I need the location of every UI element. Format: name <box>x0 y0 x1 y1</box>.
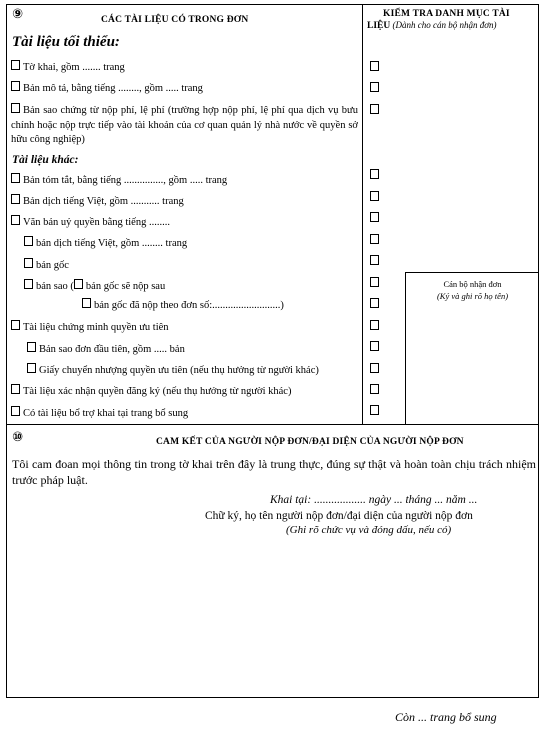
supplement-pages-note: Còn ... trang bổ sung <box>395 710 497 724</box>
check-box[interactable] <box>370 169 379 179</box>
other-item-supplementary <box>11 406 188 421</box>
checkbox[interactable] <box>74 279 83 289</box>
checkbox[interactable] <box>11 320 20 330</box>
checkbox[interactable] <box>11 173 20 183</box>
checkbox[interactable] <box>11 384 20 394</box>
item-label: bản gốc đã nộp theo đơn số:..........................) <box>94 300 284 311</box>
check-box[interactable] <box>370 104 379 114</box>
officer-note: (Ký và ghi rõ họ tên) <box>436 291 509 301</box>
minimum-documents-heading: Tài liệu tối thiểu: <box>12 34 120 50</box>
signature-label: Chữ ký, họ tên người nộp đơn/đại diện của người nộp đơn <box>205 510 473 522</box>
section-divider <box>6 424 539 425</box>
checkbox[interactable] <box>24 279 33 289</box>
check-box[interactable] <box>370 341 379 351</box>
commitment-statement: Tôi cam đoan mọi thông tin trong tờ khai trên đây là trung thực, đúng sự thật và hoàn toàn chịu trách nhiệm trước pháp luật. <box>12 457 536 487</box>
min-item-fee-receipt <box>11 103 358 148</box>
item-label: bản sao ( <box>36 281 74 292</box>
other-item-abstract <box>11 173 227 188</box>
officer-box <box>405 272 539 424</box>
section-10-number: ⑩ <box>12 430 24 445</box>
item-label: bản gốc <box>36 260 69 271</box>
date-label: Khai tại: <box>270 494 312 506</box>
checkbox[interactable] <box>11 406 20 416</box>
checkbox[interactable] <box>11 81 20 91</box>
section-10-title: CAM KẾT CỦA NGƯỜI NỘP ĐƠN/ĐẠI DIỆN CỦA NGƯỜI NỘP ĐƠN <box>156 437 464 447</box>
check-box[interactable] <box>370 255 379 265</box>
checkbox[interactable] <box>11 60 20 70</box>
other-item-poa-copy <box>24 279 165 294</box>
other-item-poa-translation <box>24 236 187 251</box>
date-value: .................. ngày ... tháng ... năm ... <box>314 494 478 506</box>
check-column-subtitle <box>367 20 497 31</box>
checkbox[interactable] <box>11 103 20 113</box>
check-box[interactable] <box>370 234 379 244</box>
section-9-title: CÁC TÀI LIỆU CÓ TRONG ĐƠN <box>101 15 249 25</box>
item-label: Tài liệu chứng minh quyền ưu tiên <box>23 322 169 333</box>
other-item-priority-transfer <box>27 363 319 378</box>
signature-note: (Ghi rõ chức vụ và đóng dấu, nếu có) <box>286 524 452 536</box>
check-box[interactable] <box>370 191 379 201</box>
other-item-priority-proof <box>11 320 169 335</box>
check-column-title-cont: LIỆU <box>367 21 391 31</box>
declaration-place-date <box>270 494 477 506</box>
item-label: Bản mô tả, bằng tiếng ........, gồm ..... trang <box>23 83 203 94</box>
checkbox[interactable] <box>11 215 20 225</box>
other-item-translation <box>11 194 184 209</box>
officer-title: Cán bộ nhận đơn <box>443 279 502 289</box>
min-item-description <box>11 81 203 96</box>
section-9-number: ⑨ <box>12 7 24 22</box>
min-item-declaration <box>11 60 125 75</box>
check-box[interactable] <box>370 405 379 415</box>
item-label: bản dịch tiếng Việt, gồm ........ trang <box>36 238 188 249</box>
checkbox[interactable] <box>27 363 36 373</box>
check-column-note: (Dành cho cán bộ nhận đơn) <box>392 20 497 30</box>
other-documents-heading: Tài liệu khác: <box>12 154 79 166</box>
check-column-title: KIỂM TRA DANH MỤC TÀI <box>383 9 510 19</box>
item-label: Tài liệu xác nhận quyền đăng ký (nếu thụ hưởng từ người khác) <box>23 386 292 397</box>
check-box[interactable] <box>370 277 379 287</box>
item-label: Bản dịch tiếng Việt, gồm ........... trang <box>23 196 184 207</box>
check-box[interactable] <box>370 320 379 330</box>
other-item-first-application-copy <box>27 342 185 357</box>
checkbox[interactable] <box>24 236 33 246</box>
column-divider <box>362 4 363 424</box>
item-label: Bản sao đơn đầu tiên, gồm ..... bản <box>39 344 185 355</box>
check-box[interactable] <box>370 384 379 394</box>
other-item-power-of-attorney <box>11 215 170 230</box>
checkbox[interactable] <box>24 258 33 268</box>
item-label: Có tài liệu bổ trợ khai tại trang bổ sung <box>23 408 189 419</box>
item-label: Bản tóm tắt, bằng tiếng ..............., gồm ..... trang <box>23 175 228 186</box>
check-box[interactable] <box>370 298 379 308</box>
item-label: Bản sao chứng từ nộp phí, lệ phí (trường hợp nộp phí, lệ phí qua dịch vụ bưu chính hoặc nộp trực tiếp vào tài khoản của cơ quan quản lý nhà nước về quyền sở hữu công nghiệp) <box>11 105 358 145</box>
checkbox[interactable] <box>11 194 20 204</box>
check-box[interactable] <box>370 82 379 92</box>
item-label: bản gốc sẽ nộp sau <box>85 281 166 292</box>
other-item-poa-original <box>24 258 69 273</box>
checkbox[interactable] <box>27 342 36 352</box>
check-box[interactable] <box>370 363 379 373</box>
check-box[interactable] <box>370 212 379 222</box>
other-item-original-submitted <box>82 298 284 313</box>
item-label: Giấy chuyển nhượng quyền ưu tiên (nếu thụ hưởng từ người khác) <box>39 365 319 376</box>
item-label: Tờ khai, gồm ....... trang <box>23 62 125 73</box>
item-label: Văn bản uỷ quyền bằng tiếng ........ <box>23 217 170 228</box>
other-item-registration-right <box>11 384 291 399</box>
checkbox[interactable] <box>82 298 91 308</box>
check-box[interactable] <box>370 61 379 71</box>
